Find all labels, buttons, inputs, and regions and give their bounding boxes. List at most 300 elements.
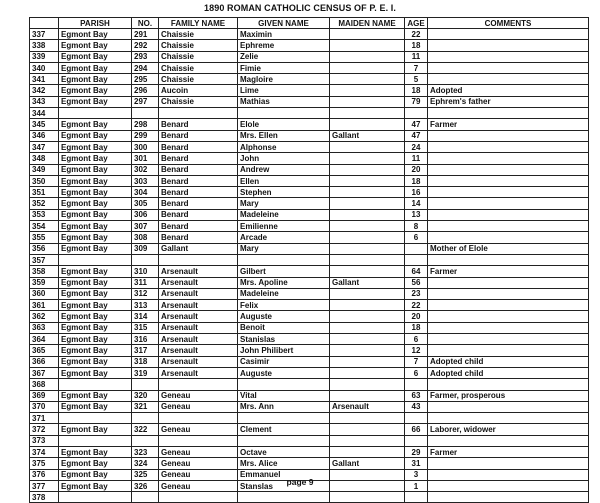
row-number: 370 xyxy=(30,401,59,412)
entry-number-cell: 292 xyxy=(132,40,159,51)
comments-cell xyxy=(428,232,589,243)
comments-cell xyxy=(428,300,589,311)
parish-cell: Egmont Bay xyxy=(59,74,132,85)
family-name-cell: Arsenault xyxy=(159,322,238,333)
family-name-cell: Geneau xyxy=(159,469,238,480)
parish-cell: Egmont Bay xyxy=(59,288,132,299)
comments-cell xyxy=(428,175,589,186)
entry-number-cell: 317 xyxy=(132,345,159,356)
maiden-name-cell: Gallant xyxy=(330,130,405,141)
row-number: 337 xyxy=(30,29,59,40)
row-number: 340 xyxy=(30,62,59,73)
parish-cell: Egmont Bay xyxy=(59,187,132,198)
family-name-cell: Benard xyxy=(159,232,238,243)
parish-cell: Egmont Bay xyxy=(59,96,132,107)
maiden-name-cell xyxy=(330,334,405,345)
comments-cell xyxy=(428,254,589,265)
table-row xyxy=(30,367,589,378)
page-title: 1890 ROMAN CATHOLIC CENSUS OF P. E. I. xyxy=(204,3,396,13)
family-name-cell: Geneau xyxy=(159,424,238,435)
parish-cell: Egmont Bay xyxy=(59,401,132,412)
entry-number-cell: 311 xyxy=(132,277,159,288)
parish-cell: Egmont Bay xyxy=(59,345,132,356)
family-name-cell: Geneau xyxy=(159,480,238,491)
given-name-cell: Auguste xyxy=(238,367,330,378)
maiden-name-cell xyxy=(330,390,405,401)
age-cell: 66 xyxy=(405,424,428,435)
comments-cell xyxy=(428,221,589,232)
parish-cell: Egmont Bay xyxy=(59,175,132,186)
entry-number-cell: 297 xyxy=(132,96,159,107)
given-name-cell: Auguste xyxy=(238,311,330,322)
age-cell: 22 xyxy=(405,300,428,311)
given-name-cell: Stephen xyxy=(238,187,330,198)
table-row xyxy=(30,51,589,62)
parish-cell: Egmont Bay xyxy=(59,29,132,40)
comments-cell: Farmer xyxy=(428,446,589,457)
row-number: 372 xyxy=(30,424,59,435)
age-cell: 47 xyxy=(405,119,428,130)
maiden-name-cell xyxy=(330,153,405,164)
age-cell: 56 xyxy=(405,277,428,288)
family-name-cell: Arsenault xyxy=(159,277,238,288)
age-cell: 18 xyxy=(405,40,428,51)
row-number: 342 xyxy=(30,85,59,96)
column-header-family-name: FAMILY NAME xyxy=(159,18,238,29)
entry-number-cell: 325 xyxy=(132,469,159,480)
census-table xyxy=(29,17,589,503)
entry-number-cell: 300 xyxy=(132,141,159,152)
table-row xyxy=(30,446,589,457)
column-header-given-name: GIVEN NAME xyxy=(238,18,330,29)
parish-cell: Egmont Bay xyxy=(59,130,132,141)
given-name-cell: Mary xyxy=(238,198,330,209)
age-cell: 6 xyxy=(405,334,428,345)
age-cell: 13 xyxy=(405,209,428,220)
table-row xyxy=(30,322,589,333)
row-number: 373 xyxy=(30,435,59,446)
comments-cell xyxy=(428,401,589,412)
age-cell: 7 xyxy=(405,356,428,367)
entry-number-cell: 298 xyxy=(132,119,159,130)
given-name-cell: Alphonse xyxy=(238,141,330,152)
family-name-cell: Arsenault xyxy=(159,266,238,277)
given-name-cell xyxy=(238,492,330,503)
parish-cell: Egmont Bay xyxy=(59,311,132,322)
comments-cell xyxy=(428,345,589,356)
entry-number-cell xyxy=(132,254,159,265)
row-number: 352 xyxy=(30,198,59,209)
parish-cell: Egmont Bay xyxy=(59,300,132,311)
maiden-name-cell xyxy=(330,266,405,277)
maiden-name-cell xyxy=(330,187,405,198)
row-number: 348 xyxy=(30,153,59,164)
entry-number-cell: 301 xyxy=(132,153,159,164)
table-row xyxy=(30,119,589,130)
parish-cell: Egmont Bay xyxy=(59,153,132,164)
given-name-cell xyxy=(238,379,330,390)
given-name-cell: Gilbert xyxy=(238,266,330,277)
parish-cell: Egmont Bay xyxy=(59,424,132,435)
parish-cell: Egmont Bay xyxy=(59,209,132,220)
given-name-cell: Ephreme xyxy=(238,40,330,51)
age-cell: 18 xyxy=(405,85,428,96)
family-name-cell xyxy=(159,379,238,390)
entry-number-cell: 294 xyxy=(132,62,159,73)
given-name-cell xyxy=(238,413,330,424)
comments-cell xyxy=(428,458,589,469)
table-row xyxy=(30,221,589,232)
comments-cell xyxy=(428,153,589,164)
table-row xyxy=(30,311,589,322)
comments-cell: Farmer, prosperous xyxy=(428,390,589,401)
entry-number-cell xyxy=(132,492,159,503)
row-number: 355 xyxy=(30,232,59,243)
age-cell xyxy=(405,254,428,265)
row-number: 356 xyxy=(30,243,59,254)
age-cell: 23 xyxy=(405,288,428,299)
entry-number-cell: 309 xyxy=(132,243,159,254)
page-number: page 9 xyxy=(286,477,314,487)
age-cell xyxy=(405,435,428,446)
parish-cell: Egmont Bay xyxy=(59,469,132,480)
row-number: 377 xyxy=(30,480,59,491)
row-number: 354 xyxy=(30,221,59,232)
census-table-body xyxy=(30,29,589,503)
given-name-cell: John Philibert xyxy=(238,345,330,356)
row-number: 338 xyxy=(30,40,59,51)
family-name-cell: Geneau xyxy=(159,458,238,469)
row-number: 351 xyxy=(30,187,59,198)
entry-number-cell: 316 xyxy=(132,334,159,345)
family-name-cell: Gallant xyxy=(159,243,238,254)
table-row xyxy=(30,187,589,198)
given-name-cell xyxy=(238,254,330,265)
family-name-cell: Aucoin xyxy=(159,85,238,96)
age-cell: 47 xyxy=(405,130,428,141)
family-name-cell: Arsenault xyxy=(159,345,238,356)
parish-cell xyxy=(59,379,132,390)
row-number: 366 xyxy=(30,356,59,367)
maiden-name-cell xyxy=(330,300,405,311)
comments-cell xyxy=(428,288,589,299)
maiden-name-cell xyxy=(330,492,405,503)
comments-cell xyxy=(428,62,589,73)
family-name-cell xyxy=(159,492,238,503)
table-row xyxy=(30,458,589,469)
given-name-cell: Casimir xyxy=(238,356,330,367)
parish-cell xyxy=(59,492,132,503)
given-name-cell: Emilienne xyxy=(238,221,330,232)
age-cell: 3 xyxy=(405,469,428,480)
row-number: 345 xyxy=(30,119,59,130)
row-number: 359 xyxy=(30,277,59,288)
table-row xyxy=(30,266,589,277)
table-row xyxy=(30,288,589,299)
age-cell: 12 xyxy=(405,345,428,356)
age-cell: 11 xyxy=(405,153,428,164)
family-name-cell: Arsenault xyxy=(159,367,238,378)
table-row xyxy=(30,492,589,503)
family-name-cell: Benard xyxy=(159,141,238,152)
comments-cell xyxy=(428,492,589,503)
table-row xyxy=(30,153,589,164)
family-name-cell: Arsenault xyxy=(159,356,238,367)
comments-cell: Laborer, widower xyxy=(428,424,589,435)
entry-number-cell: 312 xyxy=(132,288,159,299)
table-row xyxy=(30,345,589,356)
given-name-cell: Vital xyxy=(238,390,330,401)
family-name-cell: Geneau xyxy=(159,401,238,412)
row-number: 363 xyxy=(30,322,59,333)
table-row xyxy=(30,334,589,345)
parish-cell: Egmont Bay xyxy=(59,198,132,209)
parish-cell: Egmont Bay xyxy=(59,367,132,378)
family-name-cell: Chaissie xyxy=(159,51,238,62)
row-number: 347 xyxy=(30,141,59,152)
entry-number-cell xyxy=(132,108,159,119)
column-header-maiden-name: MAIDEN NAME xyxy=(330,18,405,29)
comments-cell xyxy=(428,413,589,424)
row-number: 360 xyxy=(30,288,59,299)
age-cell: 7 xyxy=(405,62,428,73)
maiden-name-cell xyxy=(330,74,405,85)
given-name-cell: Andrew xyxy=(238,164,330,175)
table-row xyxy=(30,96,589,107)
maiden-name-cell xyxy=(330,198,405,209)
maiden-name-cell xyxy=(330,108,405,119)
parish-cell: Egmont Bay xyxy=(59,40,132,51)
maiden-name-cell xyxy=(330,254,405,265)
parish-cell xyxy=(59,413,132,424)
parish-cell: Egmont Bay xyxy=(59,164,132,175)
maiden-name-cell xyxy=(330,446,405,457)
parish-cell: Egmont Bay xyxy=(59,141,132,152)
entry-number-cell xyxy=(132,379,159,390)
entry-number-cell xyxy=(132,413,159,424)
comments-cell xyxy=(428,322,589,333)
parish-cell: Egmont Bay xyxy=(59,446,132,457)
given-name-cell xyxy=(238,435,330,446)
given-name-cell: John xyxy=(238,153,330,164)
parish-cell: Egmont Bay xyxy=(59,356,132,367)
maiden-name-cell xyxy=(330,243,405,254)
table-row xyxy=(30,175,589,186)
table-row xyxy=(30,254,589,265)
maiden-name-cell xyxy=(330,29,405,40)
given-name-cell: Lime xyxy=(238,85,330,96)
table-row xyxy=(30,141,589,152)
row-number: 378 xyxy=(30,492,59,503)
maiden-name-cell xyxy=(330,311,405,322)
comments-cell: Mother of Elole xyxy=(428,243,589,254)
comments-cell: Adopted child xyxy=(428,367,589,378)
entry-number-cell: 318 xyxy=(132,356,159,367)
family-name-cell xyxy=(159,254,238,265)
table-row xyxy=(30,277,589,288)
parish-cell xyxy=(59,435,132,446)
entry-number-cell: 295 xyxy=(132,74,159,85)
family-name-cell: Geneau xyxy=(159,390,238,401)
age-cell: 11 xyxy=(405,51,428,62)
parish-cell: Egmont Bay xyxy=(59,277,132,288)
comments-cell xyxy=(428,334,589,345)
comments-cell xyxy=(428,209,589,220)
given-name-cell: Mary xyxy=(238,243,330,254)
table-row xyxy=(30,108,589,119)
table-header-row xyxy=(30,18,589,29)
age-cell: 6 xyxy=(405,232,428,243)
comments-cell: Adopted child xyxy=(428,356,589,367)
family-name-cell: Benard xyxy=(159,198,238,209)
parish-cell: Egmont Bay xyxy=(59,390,132,401)
entry-number-cell: 320 xyxy=(132,390,159,401)
age-cell xyxy=(405,492,428,503)
comments-cell: Adopted xyxy=(428,85,589,96)
comments-cell xyxy=(428,51,589,62)
column-header-age: AGE xyxy=(405,18,428,29)
entry-number-cell: 324 xyxy=(132,458,159,469)
parish-cell: Egmont Bay xyxy=(59,266,132,277)
age-cell: 1 xyxy=(405,480,428,491)
maiden-name-cell xyxy=(330,175,405,186)
comments-cell xyxy=(428,108,589,119)
maiden-name-cell xyxy=(330,221,405,232)
comments-cell: Farmer xyxy=(428,119,589,130)
family-name-cell: Arsenault xyxy=(159,288,238,299)
age-cell: 20 xyxy=(405,164,428,175)
table-row xyxy=(30,300,589,311)
entry-number-cell: 307 xyxy=(132,221,159,232)
given-name-cell: Madeleine xyxy=(238,209,330,220)
family-name-cell: Chaissie xyxy=(159,62,238,73)
comments-cell xyxy=(428,29,589,40)
table-row xyxy=(30,74,589,85)
comments-cell xyxy=(428,311,589,322)
comments-cell xyxy=(428,379,589,390)
entry-number-cell: 319 xyxy=(132,367,159,378)
comments-cell xyxy=(428,40,589,51)
row-number: 350 xyxy=(30,175,59,186)
table-row xyxy=(30,130,589,141)
maiden-name-cell: Arsenault xyxy=(330,401,405,412)
row-number: 371 xyxy=(30,413,59,424)
given-name-cell: Benoit xyxy=(238,322,330,333)
family-name-cell: Benard xyxy=(159,119,238,130)
given-name-cell: Octave xyxy=(238,446,330,457)
maiden-name-cell xyxy=(330,322,405,333)
given-name-cell: Felix xyxy=(238,300,330,311)
comments-cell: Ephrem's father xyxy=(428,96,589,107)
given-name-cell xyxy=(238,108,330,119)
age-cell: 18 xyxy=(405,175,428,186)
comments-cell xyxy=(428,277,589,288)
row-number: 346 xyxy=(30,130,59,141)
parish-cell: Egmont Bay xyxy=(59,119,132,130)
entry-number-cell: 322 xyxy=(132,424,159,435)
family-name-cell: Chaissie xyxy=(159,96,238,107)
parish-cell: Egmont Bay xyxy=(59,51,132,62)
entry-number-cell: 305 xyxy=(132,198,159,209)
maiden-name-cell xyxy=(330,62,405,73)
given-name-cell: Magloire xyxy=(238,74,330,85)
entry-number-cell: 308 xyxy=(132,232,159,243)
maiden-name-cell xyxy=(330,96,405,107)
parish-cell xyxy=(59,254,132,265)
maiden-name-cell xyxy=(330,424,405,435)
family-name-cell: Chaissie xyxy=(159,40,238,51)
family-name-cell xyxy=(159,413,238,424)
family-name-cell: Benard xyxy=(159,221,238,232)
family-name-cell: Chaissie xyxy=(159,29,238,40)
row-number: 358 xyxy=(30,266,59,277)
age-cell: 31 xyxy=(405,458,428,469)
comments-cell xyxy=(428,74,589,85)
entry-number-cell: 302 xyxy=(132,164,159,175)
entry-number-cell: 310 xyxy=(132,266,159,277)
maiden-name-cell xyxy=(330,356,405,367)
family-name-cell: Benard xyxy=(159,209,238,220)
entry-number-cell: 321 xyxy=(132,401,159,412)
comments-cell xyxy=(428,141,589,152)
age-cell: 6 xyxy=(405,367,428,378)
table-row xyxy=(30,243,589,254)
age-cell: 20 xyxy=(405,311,428,322)
table-row xyxy=(30,356,589,367)
row-number: 374 xyxy=(30,446,59,457)
age-cell: 63 xyxy=(405,390,428,401)
table-row xyxy=(30,232,589,243)
row-number: 375 xyxy=(30,458,59,469)
maiden-name-cell: Gallant xyxy=(330,458,405,469)
row-number: 376 xyxy=(30,469,59,480)
entry-number-cell: 296 xyxy=(132,85,159,96)
maiden-name-cell xyxy=(330,164,405,175)
maiden-name-cell xyxy=(330,40,405,51)
table-row xyxy=(30,62,589,73)
parish-cell: Egmont Bay xyxy=(59,334,132,345)
table-row xyxy=(30,435,589,446)
row-number: 341 xyxy=(30,74,59,85)
row-number: 365 xyxy=(30,345,59,356)
row-number: 369 xyxy=(30,390,59,401)
maiden-name-cell xyxy=(330,435,405,446)
entry-number-cell: 326 xyxy=(132,480,159,491)
parish-cell: Egmont Bay xyxy=(59,480,132,491)
age-cell: 22 xyxy=(405,29,428,40)
given-name-cell: Arcade xyxy=(238,232,330,243)
entry-number-cell: 304 xyxy=(132,187,159,198)
column-header-no: NO. xyxy=(132,18,159,29)
parish-cell: Egmont Bay xyxy=(59,322,132,333)
row-number: 364 xyxy=(30,334,59,345)
family-name-cell: Benard xyxy=(159,187,238,198)
given-name-cell: Mrs. Ann xyxy=(238,401,330,412)
table-row xyxy=(30,85,589,96)
age-cell: 5 xyxy=(405,74,428,85)
given-name-cell: Stanslas xyxy=(238,480,330,491)
family-name-cell: Geneau xyxy=(159,446,238,457)
given-name-cell: Zelie xyxy=(238,51,330,62)
table-row xyxy=(30,424,589,435)
table-row xyxy=(30,198,589,209)
age-cell: 8 xyxy=(405,221,428,232)
table-row xyxy=(30,390,589,401)
column-header-rowno xyxy=(30,18,59,29)
entry-number-cell: 313 xyxy=(132,300,159,311)
given-name-cell: Mrs. Alice xyxy=(238,458,330,469)
row-number: 362 xyxy=(30,311,59,322)
